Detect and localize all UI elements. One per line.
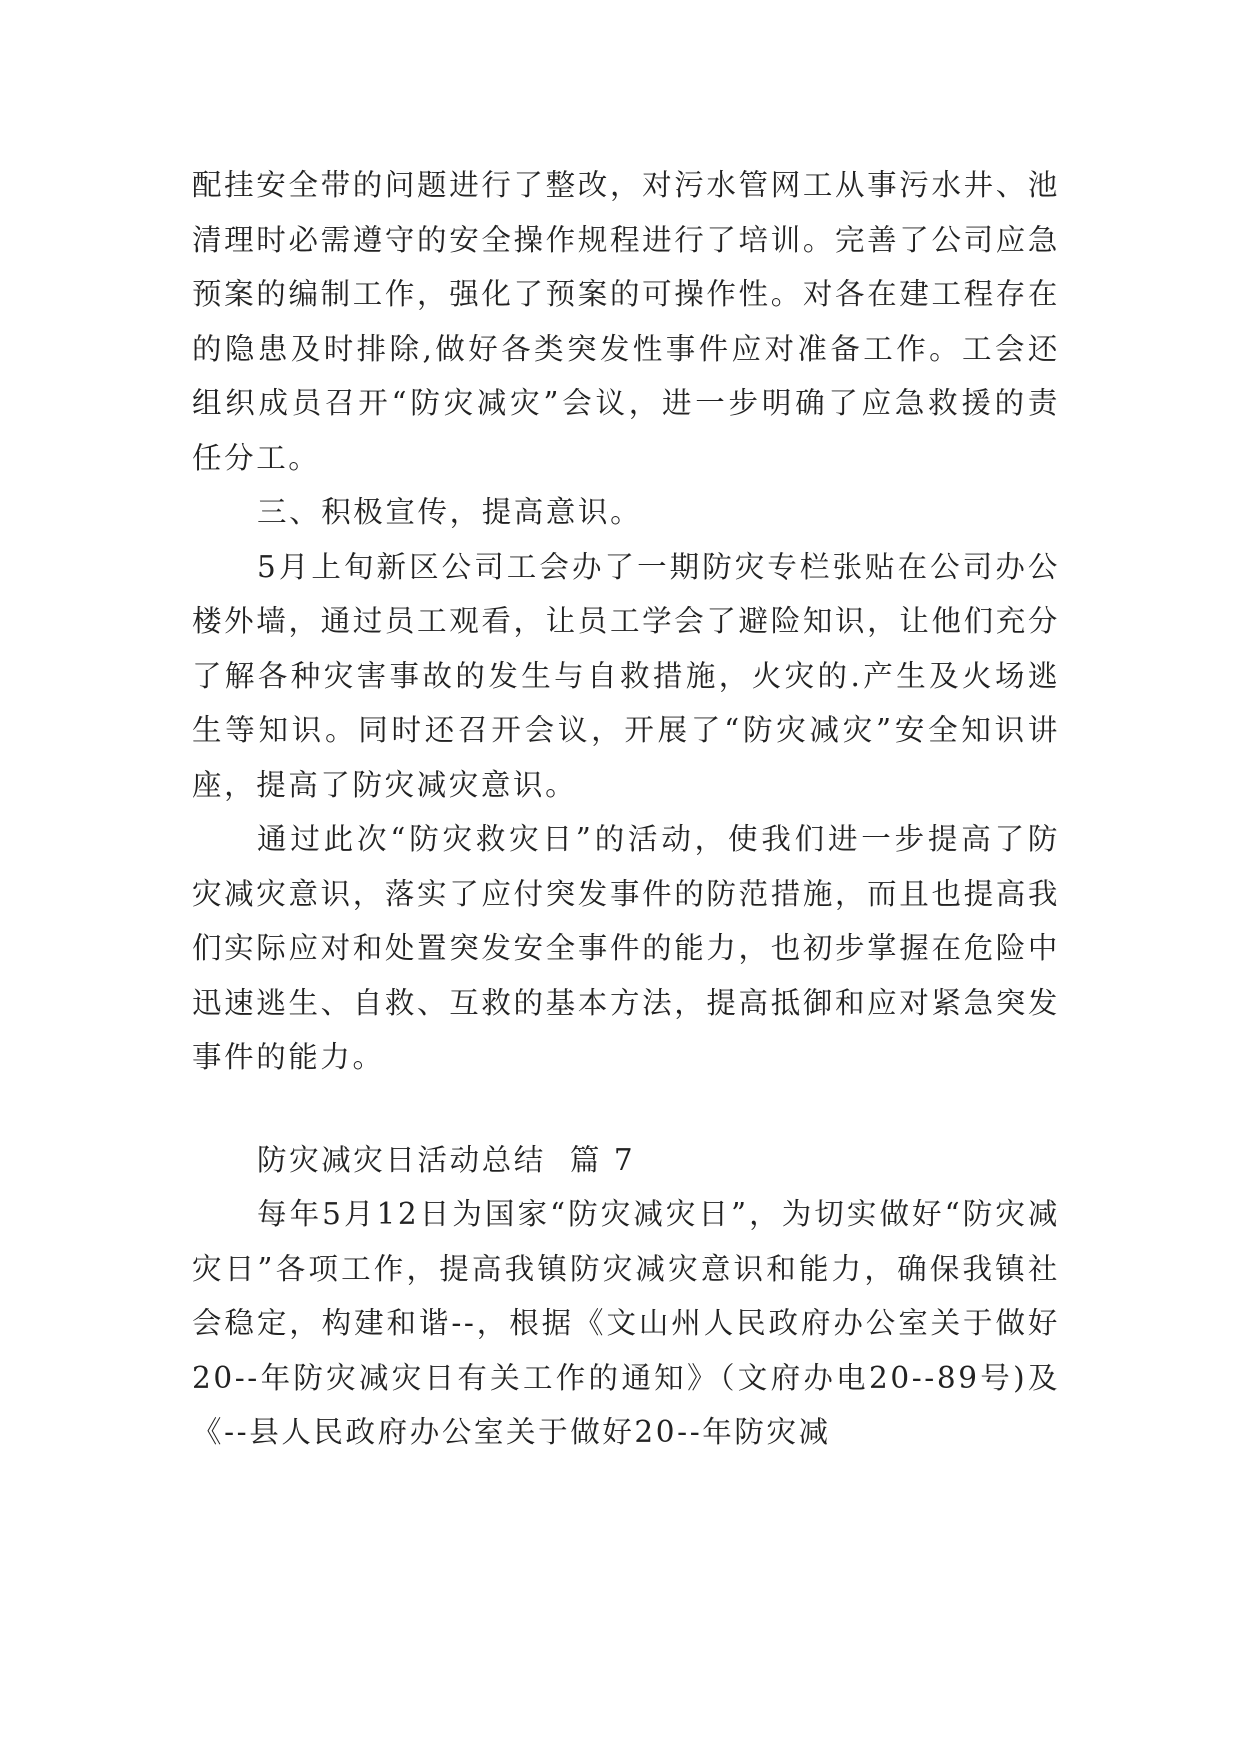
section-spacer	[192, 1085, 1060, 1133]
document-body	[192, 158, 1060, 1460]
paragraph-conclusion: 通过此次“防灾救灾日”的活动，使我们进一步提高了防灾减灾意识，落实了应付突发事件的防范措施，而且也提高我们实际应对和处置突发安全事件的能力，也初步掌握在危险中迅速逃生、自救、互救的基本方法，提高抵御和应对紧急突发事件的能力。	[192, 822, 1060, 1074]
paragraph-safety-rectification: 配挂安全带的问题进行了整改，对污水管网工从事污水井、池清理时必需遵守的安全操作规程进行了培训。完善了公司应急预案的编制工作，强化了预案的可操作性。对各在建工程存在的隐患及时排除,做好各类突发性事件应对准备工作。工会还组织成员召开“防灾减灾”会议，进一步明确了应急救援的责任分工。	[192, 168, 1060, 475]
heading-publicity: 三、积极宣传，提高意识。	[257, 495, 643, 529]
section-title: 防灾减灾日活动总结 篇 7	[257, 1142, 636, 1177]
paragraph-section-7-intro: 每年5月12日为国家“防灾减灾日”，为切实做好“防灾减灾日”各项工作，提高我镇防灾减灾意识和能力，确保我镇社会稳定，构建和谐--，根据《文山州人民政府办公室关于做好20--年防灾减灾日有关工作的通知》（文府办电20--89号)及《--县人民政府办公室关于做好20--年防灾减	[192, 1197, 1060, 1449]
paragraph-publicity: 5月上旬新区公司工会办了一期防灾专栏张贴在公司办公楼外墙，通过员工观看，让员工学会了避险知识，让他们充分了解各种灾害事故的发生与自救措施，火灾的.产生及火场逃生等知识。同时还召开会议，开展了“防灾减灾”安全知识讲座，提高了防灾减灾意识。	[192, 549, 1060, 802]
